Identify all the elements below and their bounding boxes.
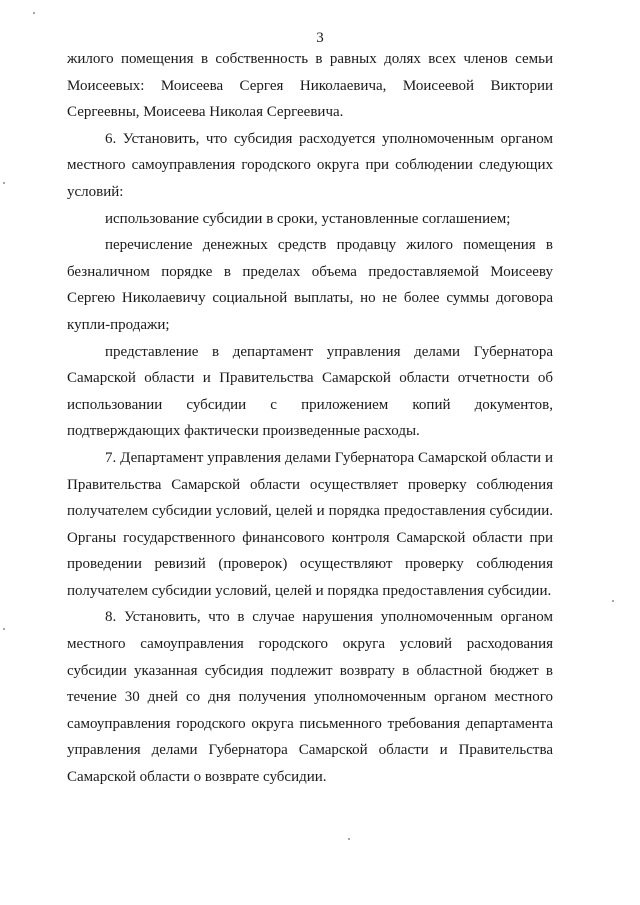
paragraph-item-6: 6. Установить, что субсидия расходуется уполномоченным органом местного самоуправления городского округа при соблюдении следующих условий: — [67, 130, 553, 200]
scan-speck — [348, 838, 350, 840]
paragraph-continuation-ownership: жилого помещения в собственность в равных долях всех членов семьи Моисеевых: Моисеева Сергея Николаевича, Моисеевой Виктории Сергеевны, Моисеева Николая Сергеевича. — [67, 51, 553, 121]
scan-speck — [3, 628, 5, 630]
document-body — [67, 46, 553, 791]
scan-speck — [3, 182, 5, 184]
paragraph-condition-reporting: представление в департамент управления делами Губернатора Самарской области и Правительства Самарской области отчетности об использовании субсидии с приложением копий документов, подтверждающих фактически произведенные расходы. — [67, 343, 553, 440]
paragraph-condition-transfer: перечисление денежных средств продавцу жилого помещения в безналичном порядке в пределах объема предоставляемой Моисееву Сергею Николаевичу социальной выплаты, но не более суммы договора купли-продажи; — [67, 237, 553, 333]
scan-speck — [612, 600, 614, 602]
paragraph-item-7: 7. Департамент управления делами Губернатора Самарской области и Правительства Самарской области осуществляет проверку соблюдения получателем субсидии условий, целей и порядка предоставления субсидии. Органы государственного финансового контроля Самарской области при проведении ревизий (проверок) осуществляют проверку соблюдения получателем субсидии условий, целей и порядка предоставления субсидии. — [67, 449, 553, 599]
scan-speck — [33, 12, 35, 14]
paragraph-item-8: 8. Установить, что в случае нарушения уполномоченным органом местного самоуправления городского округа условий расходования субсидии указанная субсидия подлежит возврату в областной бюджет в течение 30 дней со дня получения уполномоченным органом местного самоуправления городского округа письменного требования департамента управления делами Губернатора Самарской области и Правительства Самарской области о возврате субсидии. — [67, 609, 553, 786]
paragraph-condition-deadlines: использование субсидии в сроки, установленные соглашением; — [105, 210, 511, 227]
page-number: 3 — [316, 30, 324, 46]
